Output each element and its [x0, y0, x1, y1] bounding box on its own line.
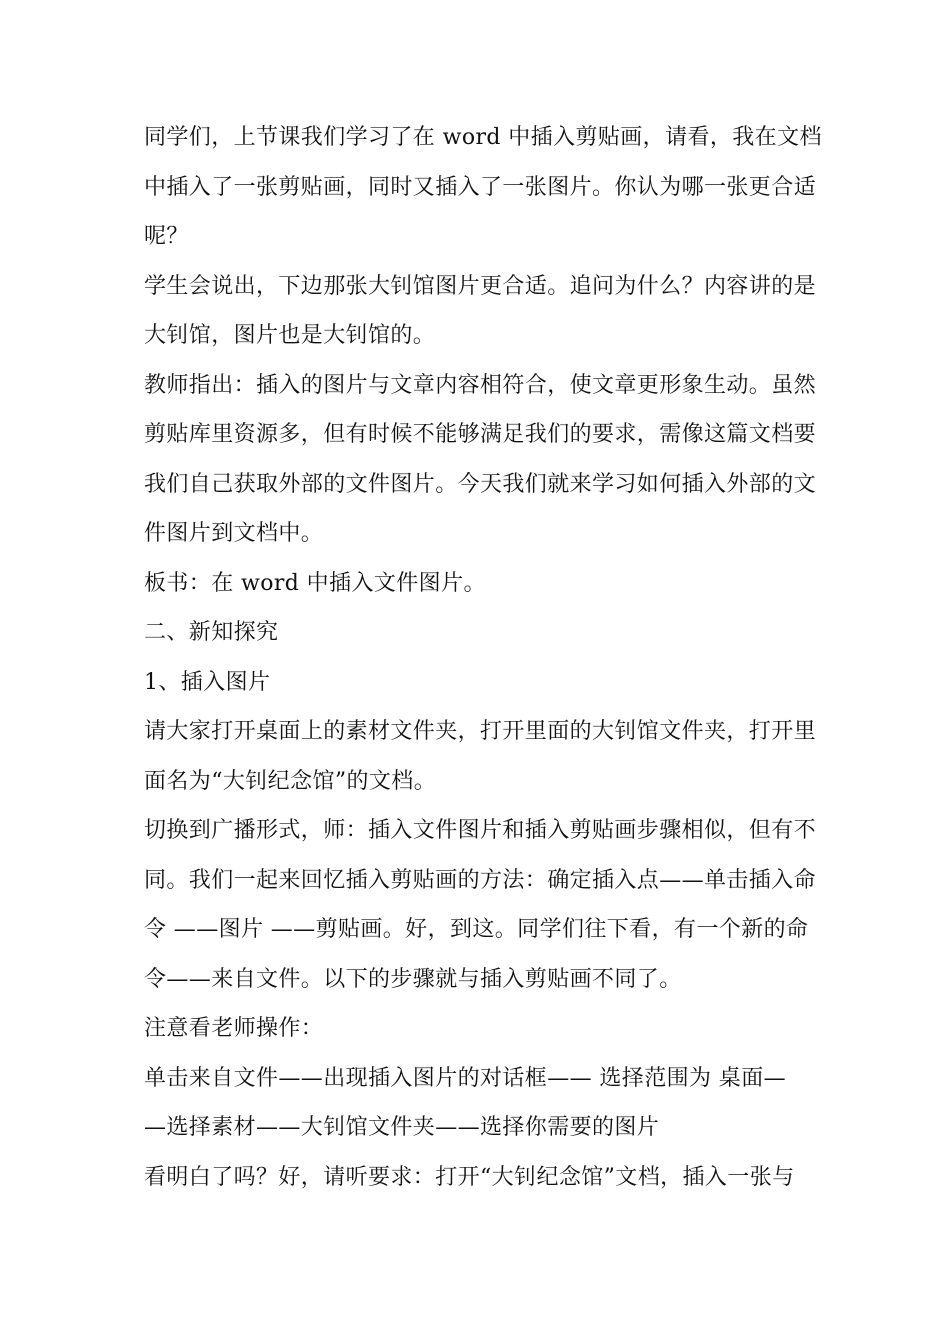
- paragraph-blackboard: [144, 559, 814, 609]
- text-line: 板书：在 word 中插入文件图片。: [144, 570, 486, 596]
- text-line: 同学们，上节课我们学习了在 word 中插入剪贴画，请看，我在文档: [144, 125, 822, 150]
- text-line: 教师指出：插入的图片与文章内容相符合，使文章更形象生动。虽然: [144, 372, 817, 398]
- paragraph-student-answer: [144, 262, 817, 361]
- paragraph-requirements: [144, 1153, 814, 1203]
- document-body: [144, 113, 822, 1202]
- paragraph-watch-teacher: [144, 1004, 814, 1054]
- text-line: 令——来自文件。以下的步骤就与插入剪贴画不同了。: [144, 966, 682, 992]
- text-line: 请大家打开桌面上的素材文件夹，打开里面的大钊馆文件夹，打开里: [144, 719, 817, 744]
- text-line: 二、新知探究: [144, 620, 279, 645]
- text-line: 剪贴库里资源多，但有时候不能够满足我们的要求，需像这篇文档要: [144, 422, 817, 447]
- subsection-heading: [144, 658, 814, 708]
- text-line: 看明白了吗？好，请听要求：打开“大钊纪念馆”文档，插入一张与: [144, 1164, 795, 1190]
- paragraph-broadcast: [144, 806, 817, 1004]
- text-line: 1、插入图片: [144, 669, 271, 695]
- text-line: 注意看老师操作：: [144, 1016, 324, 1041]
- text-line: 令 ——图片 ——剪贴画。好，到这。同学们往下看，有一个新的命: [144, 917, 809, 942]
- paragraph-intro-question: [144, 113, 822, 262]
- paragraph-steps: [144, 1054, 814, 1153]
- paragraph-open-files: [144, 707, 817, 806]
- paragraph-teacher-points: [144, 361, 817, 559]
- text-line: 大钊馆，图片也是大钊馆的。: [144, 323, 436, 348]
- text-line: 同。我们一起来回忆插入剪贴画的方法：确定插入点——单击插入命: [144, 867, 817, 893]
- text-line: 学生会说出，下边那张大钊馆图片更合适。追问为什么？内容讲的是: [144, 273, 817, 299]
- text-line: 切换到广播形式，师：插入文件图片和插入剪贴画步骤相似，但有不: [144, 818, 817, 843]
- text-line: 面名为“大钊纪念馆”的文档。: [144, 768, 437, 794]
- text-line: 单击来自文件——出现插入图片的对话框—— 选择范围为 桌面—: [144, 1065, 786, 1091]
- text-line: 呢？: [144, 224, 189, 249]
- text-line: 件图片到文档中。: [144, 521, 324, 546]
- text-line: 我们自己获取外部的文件图片。今天我们就来学习如何插入外部的文: [144, 471, 817, 497]
- section-heading: [144, 608, 814, 658]
- text-line: —选择素材——大钊馆文件夹——选择你需要的图片: [144, 1115, 660, 1140]
- text-line: 中插入了一张剪贴画，同时又插入了一张图片。你认为哪一张更合适: [144, 174, 817, 200]
